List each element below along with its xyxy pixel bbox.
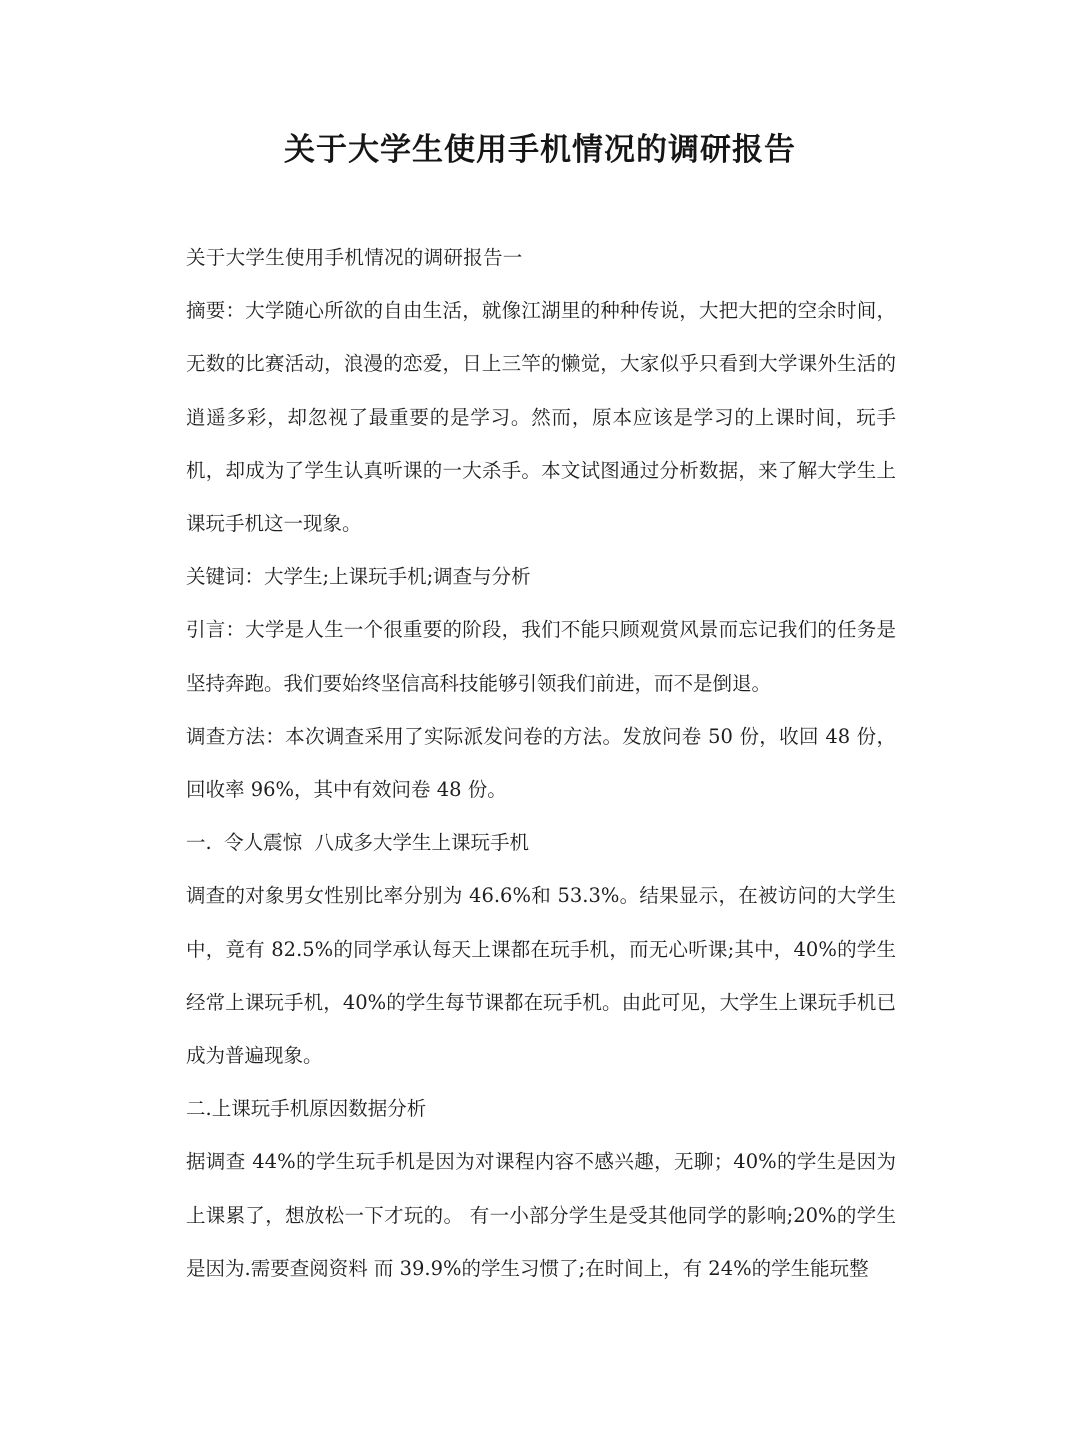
document-subtitle: 关于大学生使用手机情况的调研报告一: [186, 246, 523, 269]
section-2-heading: 二.上课玩手机原因数据分析: [186, 1097, 427, 1121]
document-body: [186, 231, 896, 1295]
method-paragraph: 调查方法：本次调查采用了实际派发问卷的方法。发放问卷 50 份，收回 48 份，回收率 96%，其中有效问卷 48 份。: [186, 724, 896, 802]
introduction-paragraph: 引言：大学是人生一个很重要的阶段，我们不能只顾观赏风景而忘记我们的任务是坚持奔跑。我们要始终坚信高科技能够引领我们前进，而不是倒退。: [186, 618, 896, 695]
abstract-paragraph: 摘要：大学随心所欲的自由生活，就像江湖里的种种传说，大把大把的空余时间，无数的比赛活动，浪漫的恋爱，日上三竿的懒觉，大家似乎只看到大学课外生活的逍遥多彩，却忽视了最重要的是学习。然而，原本应该是学习的上课时间，玩手机，却成为了学生认真听课的一大杀手。本文试图通过分析数据，来了解大学生上课玩手机这一现象。: [186, 299, 896, 536]
section-1-paragraph: 调查的对象男女性别比率分别为 46.6%和 53.3%。结果显示，在被访问的大学生中，竟有 82.5%的同学承认每天上课都在玩手机，而无心听课;其中，40%的学生经常上课玩手机，40%的学生每节课都在玩手机。由此可见，大学生上课玩手机已成为普遍现象。: [186, 884, 896, 1068]
document-title: 关于大学生使用手机情况的调研报告: [284, 132, 796, 168]
section-1-heading: 一. 令人震惊 八成多大学生上课玩手机: [186, 831, 529, 855]
keywords-line: 关键词：大学生;上课玩手机;调查与分析: [186, 565, 531, 589]
section-2-paragraph: 据调查 44%的学生玩手机是因为对课程内容不感兴趣，无聊；40%的学生是因为上课累了，想放松一下才玩的。 有一小部分学生是受其他同学的影响;20%的学生是因为.需要查阅资料 而 39.9%的学生习惯了;在时间上，有 24%的学生能玩整: [186, 1150, 896, 1280]
